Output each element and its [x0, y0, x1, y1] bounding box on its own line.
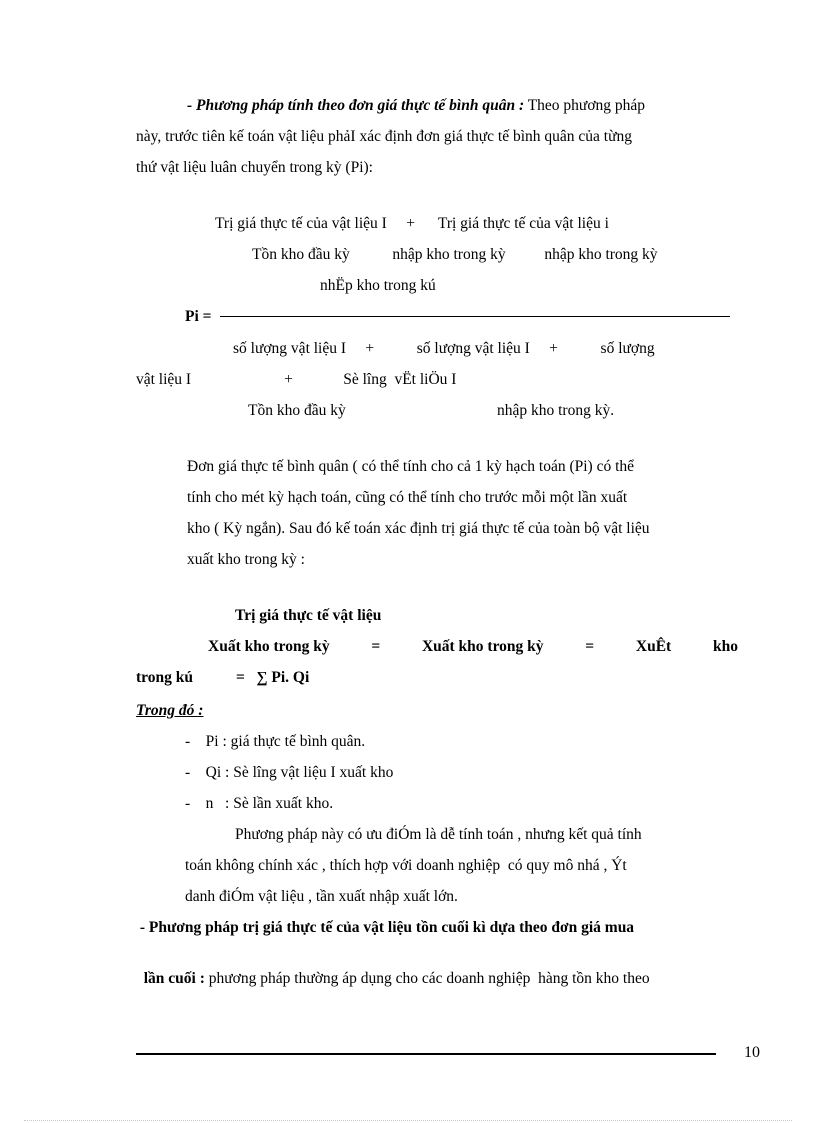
footer-rule	[136, 1053, 716, 1055]
page-edge-dots	[24, 1120, 792, 1121]
para4-heading-line2: lần cuối :	[143, 970, 205, 987]
where-item-pi: - Pi : giá thực tế bình quân.	[185, 733, 366, 750]
where-item-qi: - Qi : Sè lîng vật liệu I xuất kho	[185, 764, 394, 781]
where-heading: Trong đó :	[136, 702, 204, 719]
formula2-term3: XuÊt	[635, 638, 672, 655]
formula1-denominator-line2: vật liệu I + Sè lîng vËt liÖu I	[136, 371, 457, 388]
formula2-eq2: =	[585, 638, 595, 655]
para4-line2	[136, 949, 650, 989]
formula1-numerator-line2: Tồn kho đầu kỳ nhập kho trong kỳ nhập kho trong kỳ	[252, 246, 658, 263]
para3-line3: danh điÓm vật liệu , tần xuất nhập xuất lớn.	[185, 888, 458, 905]
formula2-term1: Xuất kho trong kỳ	[208, 638, 330, 655]
formula2-eq1: =	[371, 638, 381, 655]
para4-heading-line1: - Phương pháp trị giá thực tế của vật liệu tồn cuối kì dựa theo đơn giá mua	[136, 919, 635, 936]
fraction-bar	[220, 316, 730, 317]
para1-line2: này, trước tiên kế toán vật liệu phảI xác định đơn giá thực tế bình quân của từng	[136, 128, 632, 145]
para2-line1: Đơn giá thực tế bình quân ( có thể tính cho cả 1 kỳ hạch toán (Pi) có thể	[187, 458, 635, 475]
formula1-denominator-line3b: nhập kho trong kỳ.	[497, 402, 615, 419]
para3-line1: Phương pháp này có ưu điÓm là dễ tính toán , nhưng kết quả tính	[235, 826, 642, 843]
para2-line3: kho ( Kỳ ngắn). Sau đó kế toán xác định trị giá thực tế của toàn bộ vật liệu	[187, 520, 650, 537]
formula1-lhs: Pi =	[185, 308, 212, 325]
para1-line3: thứ vật liệu luân chuyển trong kỳ (Pi):	[136, 159, 373, 176]
para3-line2: toán không chính xác , thích hợp với doanh nghiệp có quy mô nhá , Ýt	[185, 857, 627, 874]
formula2-line2	[208, 637, 738, 657]
formula2-term4: kho	[712, 638, 738, 655]
para1-line1	[187, 96, 645, 116]
method-heading: - Phương pháp tính theo đơn giá thực tế bình quân :	[187, 97, 525, 114]
formula1-denominator-line3a: Tồn kho đầu kỳ	[248, 402, 346, 419]
formula1-denominator-line1: số lượng vật liệu I + số lượng vật liệu I + số lượng	[233, 340, 655, 357]
formula2-line3b: = ∑ Pi. Qi	[236, 669, 310, 686]
formula1-numerator-line3: nhËp kho trong kú	[320, 277, 436, 294]
para2-line4: xuất kho trong kỳ :	[187, 551, 305, 568]
formula1-numerator-line1: Trị giá thực tế của vật liệu I + Trị giá thực tế của vật liệu i	[215, 215, 609, 232]
para4-tail: phương pháp thường áp dụng cho các doanh nghiệp hàng tồn kho theo	[204, 970, 650, 987]
para2-line2: tính cho mét kỳ hạch toán, cũng có thể tính cho trước mỗi một lần xuất	[187, 489, 628, 506]
formula2-term2: Xuất kho trong kỳ	[421, 638, 544, 655]
formula2-line3a: trong kú	[136, 669, 193, 686]
page-number: 10	[744, 1044, 760, 1061]
formula2-line1: Trị giá thực tế vật liệu	[235, 607, 382, 624]
para1-tail: Theo phương pháp	[524, 97, 646, 114]
where-item-n: - n : Sè lần xuất kho.	[185, 795, 334, 812]
